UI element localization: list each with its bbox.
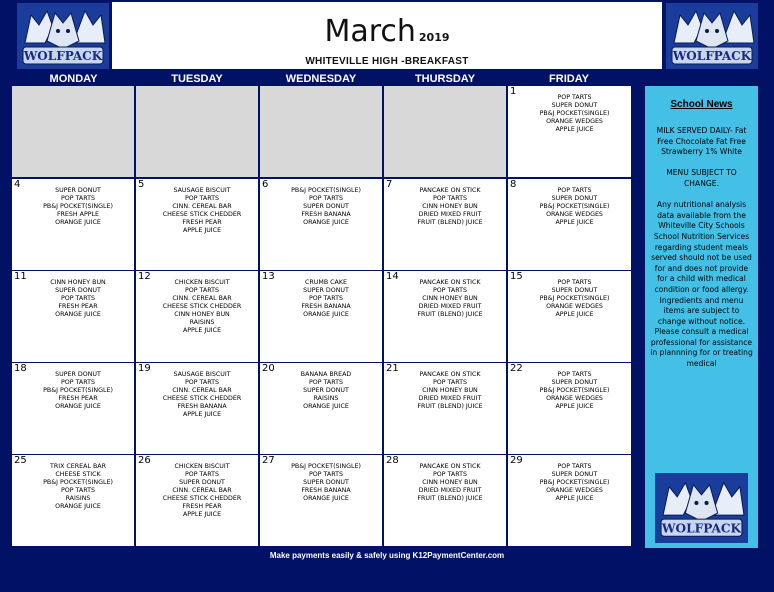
menu-item: FRUIT (BLEND) JUICE — [417, 403, 483, 410]
menu-item: POP TARTS — [557, 463, 592, 470]
menu-item: PB&J POCKET(SINGLE) — [539, 479, 610, 486]
menu-item: CINN HONEY BUN — [422, 295, 478, 302]
menu-item: PB&J POCKET(SINGLE) — [291, 187, 361, 194]
menu-item: POP TARTS — [557, 371, 592, 378]
menu-item: POP TARTS — [309, 471, 343, 478]
menu-item: CINN. CEREAL BAR — [172, 295, 232, 302]
day-number: 13 — [262, 271, 275, 282]
title-box — [112, 2, 662, 69]
day-number: 22 — [510, 363, 523, 374]
menu-item: CHICKEN BISCUIT — [174, 463, 230, 470]
day-cell — [508, 363, 631, 454]
day-cell — [12, 363, 134, 454]
menu-item-list — [522, 187, 627, 227]
menu-item: ORANGE JUICE — [55, 219, 101, 226]
menu-item: POP TARTS — [309, 295, 343, 302]
menu-item: CHEESE STICK CHEDDER — [162, 211, 242, 218]
menu-item: ORANGE JUICE — [303, 219, 349, 226]
month-label: March — [324, 14, 416, 49]
menu-item: PANCAKE ON STICK — [419, 463, 481, 470]
menu-item: CINN. CEREAL BAR — [172, 203, 232, 210]
menu-item: CINN HONEY BUN — [422, 479, 478, 486]
day-number: 4 — [14, 179, 21, 190]
menu-item: CHICKEN BISCUIT — [174, 279, 230, 286]
menu-item: APPLE JUICE — [555, 403, 594, 410]
day-cell — [384, 363, 506, 454]
wolfpack-logo-right — [666, 3, 758, 69]
day-cell — [136, 455, 258, 546]
wolf-logo-icon — [666, 3, 758, 69]
day-number: 14 — [386, 271, 399, 282]
svg-text:WOLFPACK: WOLFPACK — [23, 49, 103, 63]
menu-item: FRUIT (BLEND) JUICE — [417, 219, 483, 226]
payment-footer: Make payments easily & safely using K12PaymentCenter.com — [269, 551, 505, 560]
menu-item: DRIED MIXED FRUIT — [418, 211, 482, 218]
milk-notice: MILK SERVED DAILY- Fat Free Chocolate Fat Free Strawberry 1% White — [656, 126, 747, 157]
menu-item-list — [150, 187, 254, 235]
menu-item: FRESH PEAR — [182, 219, 222, 226]
empty-day-cell — [136, 86, 258, 177]
menu-item: CHEESE STICK — [55, 471, 101, 478]
menu-item: POP TARTS — [185, 287, 219, 294]
day-number: 21 — [386, 363, 399, 374]
weekday-friday: FRIDAY — [549, 73, 589, 85]
day-number: 28 — [386, 455, 399, 466]
menu-item: ORANGE WEDGES — [546, 118, 603, 125]
menu-item: APPLE JUICE — [555, 495, 594, 502]
day-number: 20 — [262, 363, 275, 374]
menu-item: DRIED MIXED FRUIT — [418, 487, 482, 494]
weekday-wednesday: WEDNESDAY — [285, 73, 357, 85]
menu-item: APPLE JUICE — [182, 511, 222, 518]
menu-item: ORANGE JUICE — [303, 495, 349, 502]
empty-day-cell — [260, 86, 382, 177]
day-number: 29 — [510, 455, 523, 466]
menu-item-list — [398, 463, 502, 503]
menu-item: POP TARTS — [309, 379, 343, 386]
day-number: 6 — [262, 179, 269, 190]
day-cell — [508, 271, 631, 362]
menu-item: APPLE JUICE — [555, 126, 594, 133]
day-cell — [136, 363, 258, 454]
menu-item: FRESH PEAR — [182, 503, 222, 510]
menu-item: FRESH BANANA — [301, 487, 351, 494]
weekday-thursday: THURSDAY — [414, 73, 476, 85]
day-number: 18 — [14, 363, 27, 374]
menu-change-notice: MENU SUBJECT TO CHANGE. — [666, 168, 737, 188]
day-number: 25 — [14, 455, 27, 466]
day-cell — [260, 455, 382, 546]
day-cell — [12, 179, 134, 270]
day-cell — [508, 455, 631, 546]
menu-item: ORANGE WEDGES — [546, 395, 603, 402]
wolfpack-logo-bottom — [655, 473, 748, 543]
menu-item: POP TARTS — [557, 94, 592, 101]
menu-item: POP TARTS — [61, 379, 95, 386]
day-number: 12 — [138, 271, 151, 282]
day-number: 11 — [14, 271, 27, 282]
day-cell — [508, 179, 631, 270]
menu-item: FRESH BANANA — [177, 403, 227, 410]
menu-item: POP TARTS — [185, 471, 219, 478]
menu-item: CHEESE STICK CHEDDER — [162, 303, 242, 310]
menu-item: PB&J POCKET(SINGLE) — [43, 203, 113, 210]
menu-item-list — [26, 463, 130, 511]
day-cell — [384, 179, 506, 270]
svg-text:WOLFPACK: WOLFPACK — [672, 49, 752, 63]
menu-item: SAUSAGE BISCUIT — [173, 187, 231, 194]
empty-day-cell — [384, 86, 506, 177]
nutrition-disclaimer: Any nutritional analysis data available from the Whiteville City Schools School Nutrition Services regarding student meals served should not be used for and does not provide for a child with medical condition or food allergy. Ingredients and menu items are subject to change without notice. Please consult a medical professional for assistance in plannning for or treating medical — [650, 200, 753, 369]
menu-item: SUPER DONUT — [551, 287, 598, 294]
menu-item: CHEESE STICK CHEDDER — [162, 395, 242, 402]
menu-item: SUPER DONUT — [55, 187, 101, 194]
menu-item: POP TARTS — [61, 195, 95, 202]
menu-item: PB&J POCKET(SINGLE) — [539, 387, 610, 394]
day-number: 15 — [510, 271, 523, 282]
school-news-heading: School News — [670, 99, 733, 110]
menu-item: FRESH BANANA — [301, 211, 351, 218]
menu-item: CINN HONEY BUN — [422, 203, 478, 210]
menu-item-list — [398, 279, 502, 319]
menu-item: PB&J POCKET(SINGLE) — [539, 110, 610, 117]
menu-item: SUPER DONUT — [179, 479, 225, 486]
menu-item: ORANGE JUICE — [55, 403, 101, 410]
menu-item: DRIED MIXED FRUIT — [418, 303, 482, 310]
menu-item: PANCAKE ON STICK — [419, 187, 481, 194]
menu-item: CHEESE STICK CHEDDER — [162, 495, 242, 502]
day-cell — [260, 271, 382, 362]
day-number: 27 — [262, 455, 275, 466]
menu-item: POP TARTS — [61, 487, 95, 494]
menu-item: RAISINS — [65, 495, 91, 502]
menu-item: ORANGE JUICE — [55, 503, 101, 510]
menu-item: APPLE JUICE — [182, 411, 222, 418]
menu-item-list — [274, 371, 378, 411]
menu-item-list — [522, 371, 627, 411]
empty-day-cell — [12, 86, 134, 177]
school-news-body — [649, 126, 754, 380]
menu-item: ORANGE JUICE — [55, 311, 101, 318]
day-cell — [12, 455, 134, 546]
menu-item: APPLE JUICE — [555, 311, 594, 318]
day-cell — [136, 271, 258, 362]
menu-item: ORANGE WEDGES — [546, 487, 603, 494]
menu-item: CRUMB CAKE — [305, 279, 347, 286]
menu-item: SUPER DONUT — [551, 102, 598, 109]
day-cell — [384, 455, 506, 546]
day-number: 26 — [138, 455, 151, 466]
menu-item-list — [26, 371, 130, 411]
menu-item: SUPER DONUT — [303, 387, 349, 394]
menu-item: APPLE JUICE — [182, 227, 222, 234]
menu-item-list — [150, 463, 254, 519]
day-cell — [260, 179, 382, 270]
menu-item: PB&J POCKET(SINGLE) — [291, 463, 361, 470]
day-number: 8 — [510, 179, 517, 190]
school-news-panel — [645, 86, 758, 548]
menu-item: POP TARTS — [185, 379, 219, 386]
day-cell — [12, 271, 134, 362]
menu-item-list — [150, 279, 254, 335]
menu-item: FRESH PEAR — [58, 395, 98, 402]
weekday-header — [12, 72, 631, 86]
page-title — [112, 14, 662, 49]
menu-item: SUPER DONUT — [303, 203, 349, 210]
menu-item: PANCAKE ON STICK — [419, 279, 481, 286]
menu-item: POP TARTS — [433, 379, 467, 386]
wolf-logo-icon — [17, 3, 109, 69]
menu-item: SUPER DONUT — [303, 287, 349, 294]
menu-item: POP TARTS — [433, 287, 467, 294]
menu-item: SUPER DONUT — [303, 479, 349, 486]
menu-item: CINN HONEY BUN — [174, 311, 230, 318]
menu-item: SUPER DONUT — [55, 287, 101, 294]
weekday-tuesday: TUESDAY — [171, 73, 223, 85]
menu-item: PB&J POCKET(SINGLE) — [43, 479, 113, 486]
day-number: 1 — [510, 86, 517, 97]
menu-item: ORANGE JUICE — [303, 311, 349, 318]
menu-subtitle: WHITEVILLE HIGH -BREAKFAST — [305, 56, 469, 67]
menu-item: DRIED MIXED FRUIT — [418, 395, 482, 402]
menu-item: POP TARTS — [557, 279, 592, 286]
menu-item: PB&J POCKET(SINGLE) — [539, 295, 610, 302]
menu-item: CINN. CEREAL BAR — [172, 487, 232, 494]
menu-item: SAUSAGE BISCUIT — [173, 371, 231, 378]
day-number: 5 — [138, 179, 145, 190]
menu-item: FRUIT (BLEND) JUICE — [417, 495, 483, 502]
menu-item: POP TARTS — [557, 187, 592, 194]
menu-item: ORANGE WEDGES — [546, 303, 603, 310]
menu-item: ORANGE JUICE — [303, 403, 349, 410]
menu-item: CINN. CEREAL BAR — [172, 387, 232, 394]
menu-item: ORANGE WEDGES — [546, 211, 603, 218]
menu-item: FRUIT (BLEND) JUICE — [417, 311, 483, 318]
menu-item: CINN HONEY BUN — [422, 387, 478, 394]
menu-item: POP TARTS — [309, 195, 343, 202]
menu-item: PB&J POCKET(SINGLE) — [539, 203, 610, 210]
menu-item: SUPER DONUT — [551, 379, 598, 386]
menu-item: POP TARTS — [61, 295, 95, 302]
menu-item: RAISINS — [313, 395, 339, 402]
day-cell — [260, 363, 382, 454]
menu-item: PB&J POCKET(SINGLE) — [43, 387, 113, 394]
menu-item: POP TARTS — [185, 195, 219, 202]
day-cell — [136, 179, 258, 270]
menu-item: FRESH APPLE — [56, 211, 100, 218]
menu-item-list — [150, 371, 254, 419]
day-cell — [384, 271, 506, 362]
menu-item: CINN HONEY BUN — [50, 279, 106, 286]
day-cell — [508, 86, 631, 177]
year-label: 2019 — [418, 31, 450, 44]
menu-item: APPLE JUICE — [182, 327, 222, 334]
menu-item-list — [274, 187, 378, 227]
menu-item: SUPER DONUT — [55, 371, 101, 378]
menu-item-list — [522, 463, 627, 503]
weekday-monday: MONDAY — [49, 73, 98, 85]
menu-item: FRESH PEAR — [58, 303, 98, 310]
menu-item: APPLE JUICE — [555, 219, 594, 226]
day-number: 7 — [386, 179, 393, 190]
menu-item-list — [522, 279, 627, 319]
menu-item: PANCAKE ON STICK — [419, 371, 481, 378]
wolfpack-logo-left — [17, 3, 109, 69]
calendar-grid — [12, 86, 631, 548]
menu-item-list — [26, 279, 130, 319]
menu-item: SUPER DONUT — [551, 195, 598, 202]
menu-item-list — [522, 94, 627, 134]
menu-item-list — [274, 279, 378, 319]
svg-text:WOLFPACK: WOLFPACK — [661, 521, 742, 536]
menu-item-list — [26, 187, 130, 227]
menu-item: POP TARTS — [433, 195, 467, 202]
menu-item: BANANA BREAD — [300, 371, 352, 378]
menu-item: POP TARTS — [433, 471, 467, 478]
menu-item: FRESH BANANA — [301, 303, 351, 310]
wolf-logo-icon — [655, 473, 748, 543]
day-number: 19 — [138, 363, 151, 374]
menu-item: SUPER DONUT — [551, 471, 598, 478]
menu-item-list — [398, 187, 502, 227]
menu-item: TRIX CEREAL BAR — [50, 463, 106, 470]
menu-item-list — [398, 371, 502, 411]
menu-item: RAISINS — [189, 319, 215, 326]
menu-item-list — [274, 463, 378, 503]
